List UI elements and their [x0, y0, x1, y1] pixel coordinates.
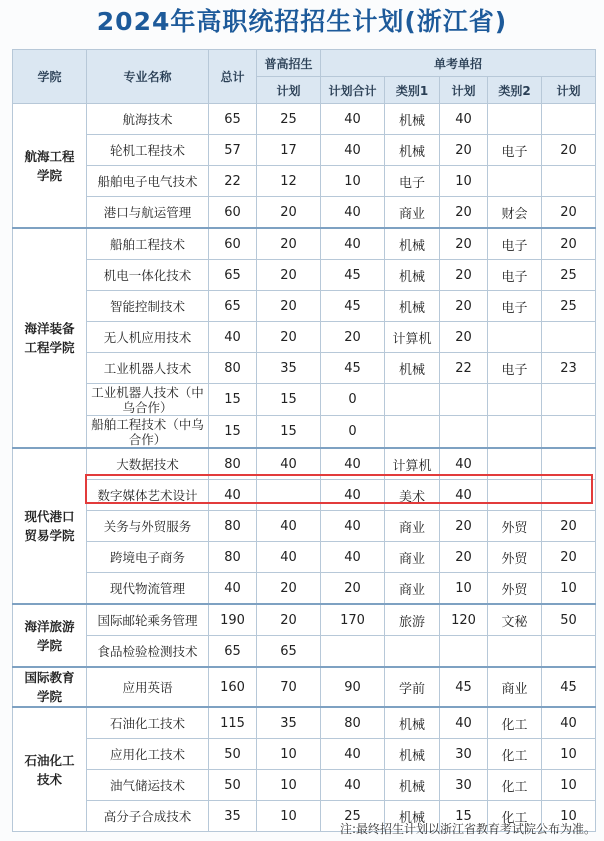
major-cell: 船舶电子电气技术 — [87, 166, 209, 197]
category1-cell: 机械 — [385, 291, 440, 322]
header-plan-total: 计划合计 — [321, 77, 385, 104]
general-plan-cell: 70 — [257, 667, 321, 707]
category1-cell: 机械 — [385, 104, 440, 135]
plan1-cell: 40 — [440, 480, 488, 511]
major-cell: 国际邮轮乘务管理 — [87, 604, 209, 636]
category1-cell: 计算机 — [385, 322, 440, 353]
table-row — [13, 104, 596, 135]
general-plan-cell: 20 — [257, 260, 321, 291]
general-plan-cell: 10 — [257, 739, 321, 770]
plan-total-cell: 40 — [321, 770, 385, 801]
general-plan-cell: 15 — [257, 384, 321, 416]
plan2-cell — [542, 166, 596, 197]
plan1-cell: 20 — [440, 260, 488, 291]
total-cell: 50 — [209, 739, 257, 770]
table-row — [13, 228, 596, 260]
major-cell: 大数据技术 — [87, 448, 209, 480]
footnote: 注:最终招生计划以浙江省教育考试院公布为准。 — [339, 822, 596, 836]
general-plan-cell: 12 — [257, 166, 321, 197]
plan1-cell: 15 — [440, 801, 488, 832]
header-general: 普高招生 — [257, 50, 321, 77]
general-plan-cell: 40 — [257, 511, 321, 542]
plan2-cell — [542, 480, 596, 511]
major-cell: 智能控制技术 — [87, 291, 209, 322]
category2-cell: 外贸 — [488, 511, 542, 542]
page-title: 2024年高职统招招生计划(浙江省) — [96, 7, 508, 36]
category1-cell: 商业 — [385, 511, 440, 542]
enrollment-table-container — [12, 49, 595, 832]
category2-cell: 电子 — [488, 353, 542, 384]
table-row — [13, 291, 596, 322]
plan1-cell: 30 — [440, 739, 488, 770]
plan-total-cell: 20 — [321, 322, 385, 353]
category2-cell — [488, 166, 542, 197]
category1-cell: 机械 — [385, 739, 440, 770]
category2-cell — [488, 322, 542, 353]
category1-cell — [385, 384, 440, 416]
plan1-cell — [440, 636, 488, 668]
total-cell: 15 — [209, 416, 257, 449]
category2-cell: 外贸 — [488, 573, 542, 605]
table-row — [13, 322, 596, 353]
plan1-cell: 10 — [440, 573, 488, 605]
total-cell: 80 — [209, 511, 257, 542]
plan1-cell: 20 — [440, 511, 488, 542]
total-cell: 50 — [209, 770, 257, 801]
plan1-cell: 40 — [440, 707, 488, 739]
major-cell: 轮机工程技术 — [87, 135, 209, 166]
plan-total-cell: 90 — [321, 667, 385, 707]
plan-total-cell: 20 — [321, 573, 385, 605]
table-row — [13, 739, 596, 770]
general-plan-cell: 10 — [257, 770, 321, 801]
college-cell: 航海工程学院 — [13, 104, 87, 229]
table-body — [13, 104, 596, 832]
plan2-cell: 40 — [542, 707, 596, 739]
major-cell: 现代物流管理 — [87, 573, 209, 605]
plan-total-cell: 40 — [321, 480, 385, 511]
header-single: 单考单招 — [321, 50, 596, 77]
category1-cell: 机械 — [385, 260, 440, 291]
major-cell: 油气储运技术 — [87, 770, 209, 801]
plan1-cell: 30 — [440, 770, 488, 801]
plan-total-cell: 40 — [321, 104, 385, 135]
plan2-cell: 10 — [542, 573, 596, 605]
category1-cell — [385, 636, 440, 668]
major-cell: 船舶工程技术 — [87, 228, 209, 260]
college-cell: 现代港口贸易学院 — [13, 448, 87, 604]
category2-cell: 电子 — [488, 291, 542, 322]
category2-cell: 化工 — [488, 707, 542, 739]
major-cell: 跨境电子商务 — [87, 542, 209, 573]
plan1-cell: 20 — [440, 228, 488, 260]
general-plan-cell: 25 — [257, 104, 321, 135]
plan1-cell: 20 — [440, 197, 488, 229]
table-row — [13, 707, 596, 739]
plan-total-cell: 40 — [321, 228, 385, 260]
category1-cell: 机械 — [385, 353, 440, 384]
plan-total-cell: 40 — [321, 511, 385, 542]
total-cell: 80 — [209, 542, 257, 573]
category2-cell: 文秘 — [488, 604, 542, 636]
category1-cell: 机械 — [385, 228, 440, 260]
plan2-cell: 20 — [542, 542, 596, 573]
category2-cell: 外贸 — [488, 542, 542, 573]
plan-total-cell: 45 — [321, 291, 385, 322]
total-cell: 65 — [209, 260, 257, 291]
plan-total-cell: 25 — [321, 801, 385, 832]
total-cell: 40 — [209, 480, 257, 511]
major-cell: 船舶工程技术（中乌合作） — [87, 416, 209, 449]
header-plan1: 计划 — [440, 77, 488, 104]
plan1-cell — [440, 416, 488, 449]
enrollment-plan-table — [12, 49, 596, 832]
major-cell: 应用英语 — [87, 667, 209, 707]
table-row — [13, 511, 596, 542]
plan-total-cell: 40 — [321, 135, 385, 166]
table-row — [13, 542, 596, 573]
total-cell: 160 — [209, 667, 257, 707]
plan-total-cell: 0 — [321, 384, 385, 416]
plan2-cell: 25 — [542, 291, 596, 322]
general-plan-cell: 20 — [257, 228, 321, 260]
category1-cell: 电子 — [385, 166, 440, 197]
category2-cell: 商业 — [488, 667, 542, 707]
total-cell: 40 — [209, 322, 257, 353]
general-plan-cell — [257, 480, 321, 511]
plan-total-cell: 45 — [321, 260, 385, 291]
category1-cell — [385, 416, 440, 449]
major-cell: 无人机应用技术 — [87, 322, 209, 353]
plan2-cell: 20 — [542, 135, 596, 166]
general-plan-cell: 20 — [257, 604, 321, 636]
plan1-cell — [440, 384, 488, 416]
category1-cell: 机械 — [385, 135, 440, 166]
table-row — [13, 197, 596, 229]
table-row — [13, 636, 596, 668]
plan1-cell: 20 — [440, 135, 488, 166]
total-cell: 35 — [209, 801, 257, 832]
plan2-cell: 20 — [542, 511, 596, 542]
plan2-cell: 10 — [542, 801, 596, 832]
major-cell: 工业机器人技术（中乌合作） — [87, 384, 209, 416]
plan1-cell: 40 — [440, 104, 488, 135]
header-major: 专业名称 — [87, 50, 209, 104]
category2-cell: 化工 — [488, 770, 542, 801]
table-row — [13, 260, 596, 291]
header-category1: 类别1 — [385, 77, 440, 104]
category2-cell: 化工 — [488, 801, 542, 832]
plan-total-cell — [321, 636, 385, 668]
plan1-cell: 45 — [440, 667, 488, 707]
plan2-cell — [542, 384, 596, 416]
category1-cell: 商业 — [385, 197, 440, 229]
major-cell: 高分子合成技术 — [87, 801, 209, 832]
category1-cell: 商业 — [385, 542, 440, 573]
plan-total-cell: 80 — [321, 707, 385, 739]
college-cell: 海洋装备工程学院 — [13, 228, 87, 448]
total-cell: 65 — [209, 636, 257, 668]
major-cell: 食品检验检测技术 — [87, 636, 209, 668]
plan-total-cell: 45 — [321, 353, 385, 384]
total-cell: 60 — [209, 228, 257, 260]
college-cell: 海洋旅游学院 — [13, 604, 87, 667]
general-plan-cell: 65 — [257, 636, 321, 668]
plan2-cell: 45 — [542, 667, 596, 707]
category2-cell: 电子 — [488, 135, 542, 166]
category1-cell: 学前 — [385, 667, 440, 707]
category2-cell: 财会 — [488, 197, 542, 229]
general-plan-cell: 35 — [257, 353, 321, 384]
category2-cell — [488, 104, 542, 135]
category1-cell: 美术 — [385, 480, 440, 511]
plan-total-cell: 10 — [321, 166, 385, 197]
category2-cell — [488, 448, 542, 480]
plan1-cell: 20 — [440, 542, 488, 573]
total-cell: 22 — [209, 166, 257, 197]
table-row — [13, 770, 596, 801]
category1-cell: 机械 — [385, 770, 440, 801]
general-plan-cell: 40 — [257, 542, 321, 573]
plan-total-cell: 40 — [321, 448, 385, 480]
general-plan-cell: 10 — [257, 801, 321, 832]
header-total: 总计 — [209, 50, 257, 104]
plan-total-cell: 40 — [321, 197, 385, 229]
major-cell: 机电一体化技术 — [87, 260, 209, 291]
general-plan-cell: 20 — [257, 291, 321, 322]
table-row — [13, 604, 596, 636]
total-cell: 65 — [209, 291, 257, 322]
total-cell: 115 — [209, 707, 257, 739]
total-cell: 80 — [209, 448, 257, 480]
plan2-cell: 20 — [542, 197, 596, 229]
table-row — [13, 384, 596, 416]
general-plan-cell: 17 — [257, 135, 321, 166]
category1-cell: 旅游 — [385, 604, 440, 636]
table-row — [13, 573, 596, 605]
total-cell: 65 — [209, 104, 257, 135]
plan2-cell: 20 — [542, 228, 596, 260]
major-cell: 关务与外贸服务 — [87, 511, 209, 542]
plan2-cell — [542, 416, 596, 449]
category1-cell: 机械 — [385, 801, 440, 832]
total-cell: 60 — [209, 197, 257, 229]
table-row — [13, 667, 596, 707]
category2-cell — [488, 480, 542, 511]
table-header — [13, 50, 596, 104]
table-row — [13, 166, 596, 197]
table-row — [13, 416, 596, 449]
total-cell: 15 — [209, 384, 257, 416]
plan1-cell: 10 — [440, 166, 488, 197]
plan2-cell — [542, 322, 596, 353]
header-general-plan: 计划 — [257, 77, 321, 104]
plan2-cell: 23 — [542, 353, 596, 384]
major-cell: 工业机器人技术 — [87, 353, 209, 384]
general-plan-cell: 20 — [257, 197, 321, 229]
major-cell: 石油化工技术 — [87, 707, 209, 739]
plan-total-cell: 40 — [321, 542, 385, 573]
category1-cell: 商业 — [385, 573, 440, 605]
plan1-cell: 120 — [440, 604, 488, 636]
plan1-cell: 20 — [440, 322, 488, 353]
major-cell: 航海技术 — [87, 104, 209, 135]
header-plan2: 计划 — [542, 77, 596, 104]
plan-total-cell: 170 — [321, 604, 385, 636]
total-cell: 80 — [209, 353, 257, 384]
college-cell: 国际教育学院 — [13, 667, 87, 707]
header-college: 学院 — [13, 50, 87, 104]
plan2-cell: 50 — [542, 604, 596, 636]
category2-cell — [488, 416, 542, 449]
table-row — [13, 353, 596, 384]
plan2-cell: 10 — [542, 739, 596, 770]
plan1-cell: 40 — [440, 448, 488, 480]
table-row — [13, 480, 596, 511]
total-cell: 40 — [209, 573, 257, 605]
college-cell: 石油化工技术 — [13, 707, 87, 832]
general-plan-cell: 15 — [257, 416, 321, 449]
general-plan-cell: 20 — [257, 322, 321, 353]
category2-cell: 电子 — [488, 260, 542, 291]
plan2-cell: 10 — [542, 770, 596, 801]
major-cell: 应用化工技术 — [87, 739, 209, 770]
table-row — [13, 135, 596, 166]
total-cell: 190 — [209, 604, 257, 636]
plan-total-cell: 40 — [321, 739, 385, 770]
category2-cell — [488, 636, 542, 668]
header-category2: 类别2 — [488, 77, 542, 104]
general-plan-cell: 40 — [257, 448, 321, 480]
category2-cell: 电子 — [488, 228, 542, 260]
general-plan-cell: 20 — [257, 573, 321, 605]
plan2-cell — [542, 448, 596, 480]
category2-cell: 化工 — [488, 739, 542, 770]
total-cell: 57 — [209, 135, 257, 166]
major-cell: 数字媒体艺术设计 — [87, 480, 209, 511]
plan1-cell: 20 — [440, 291, 488, 322]
general-plan-cell: 35 — [257, 707, 321, 739]
plan1-cell: 22 — [440, 353, 488, 384]
plan2-cell — [542, 104, 596, 135]
plan-total-cell: 0 — [321, 416, 385, 449]
plan2-cell: 25 — [542, 260, 596, 291]
category1-cell: 机械 — [385, 707, 440, 739]
major-cell: 港口与航运管理 — [87, 197, 209, 229]
category2-cell — [488, 384, 542, 416]
plan2-cell — [542, 636, 596, 668]
table-row — [13, 448, 596, 480]
category1-cell: 计算机 — [385, 448, 440, 480]
